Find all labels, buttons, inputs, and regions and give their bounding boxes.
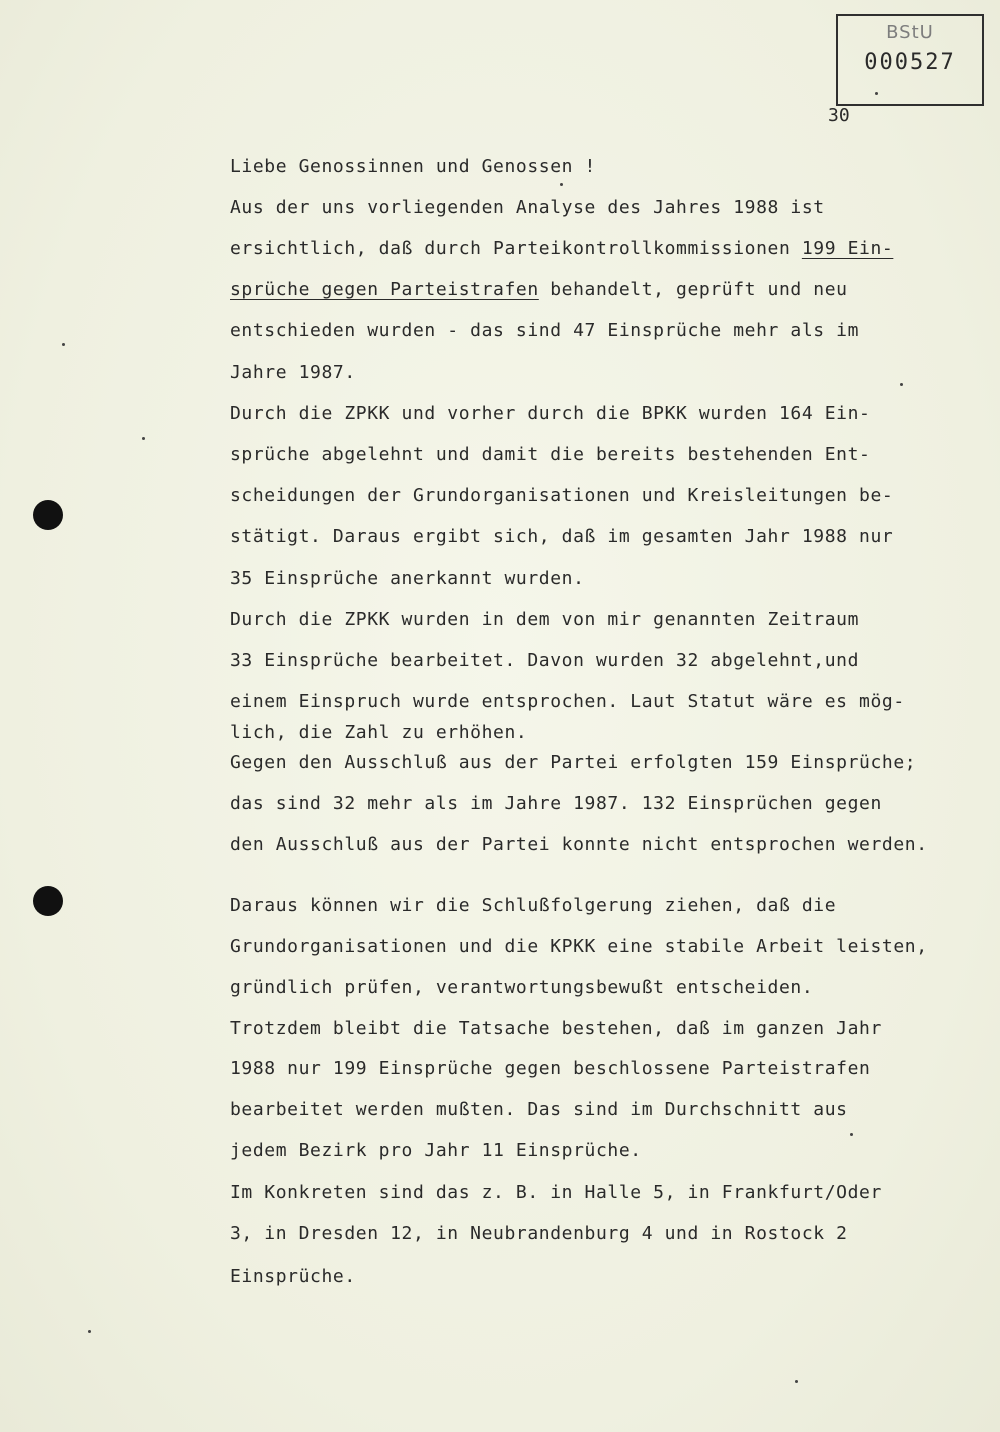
text-line: den Ausschluß aus der Partei konnte nicht entsprochen werden. [230, 834, 928, 855]
text-line: stätigt. Daraus ergibt sich, daß im gesamten Jahr 1988 nur [230, 526, 894, 547]
text-line: Aus der uns vorliegenden Analyse des Jahres 1988 ist [230, 197, 825, 218]
text-line: 35 Einsprüche anerkannt wurden. [230, 568, 585, 589]
text-line: entschieden wurden - das sind 47 Einsprüche mehr als im [230, 320, 860, 341]
text-segment: ersichtlich, daß durch Parteikontrollkommissionen [230, 238, 802, 259]
text-line: 3, in Dresden 12, in Neubrandenburg 4 und in Rostock 2 [230, 1223, 848, 1244]
speck [62, 343, 65, 346]
text-line: Gegen den Ausschluß aus der Partei erfolgten 159 Einsprüche; [230, 752, 917, 773]
punch-hole [33, 500, 63, 530]
underlined-text: 199 Ein- [801, 238, 894, 259]
underlined-text: sprüche gegen Parteistrafen [230, 279, 539, 300]
page-number: 30 [828, 105, 850, 126]
speck [850, 1133, 853, 1136]
text-line: gründlich prüfen, verantwortungsbewußt entscheiden. [230, 977, 814, 998]
text-line: 33 Einsprüche bearbeitet. Davon wurden 32 abgelehnt,und [230, 650, 860, 671]
text-line: lich, die Zahl zu erhöhen. [230, 722, 528, 743]
speck [795, 1380, 798, 1383]
text-line: sprüche abgelehnt und damit die bereits bestehenden Ent- [230, 444, 871, 465]
text-line: jedem Bezirk pro Jahr 11 Einsprüche. [230, 1140, 642, 1161]
text-line [230, 238, 893, 260]
speck [142, 437, 145, 440]
text-line: Einsprüche. [230, 1266, 356, 1287]
speck [560, 183, 563, 186]
speck [88, 1330, 91, 1333]
stamp-number: 000527 [864, 50, 956, 75]
text-line [230, 279, 848, 301]
text-line: scheidungen der Grundorganisationen und Kreisleitungen be- [230, 485, 894, 506]
text-line: einem Einspruch wurde entsprochen. Laut Statut wäre es mög- [230, 691, 905, 712]
text-line: das sind 32 mehr als im Jahre 1987. 132 Einsprüchen gegen [230, 793, 882, 814]
text-segment: behandelt, geprüft und neu [538, 279, 848, 300]
text-line: Daraus können wir die Schlußfolgerung ziehen, daß die [230, 895, 837, 916]
text-line: 1988 nur 199 Einsprüche gegen beschlossene Parteistrafen [230, 1058, 871, 1079]
text-line: bearbeitet werden mußten. Das sind im Durchschnitt aus [230, 1099, 848, 1120]
punch-hole [33, 886, 63, 916]
speck [900, 383, 903, 386]
text-line: Durch die ZPKK wurden in dem von mir genannten Zeitraum [230, 609, 860, 630]
text-line: Liebe Genossinnen und Genossen ! [230, 156, 596, 177]
stamp-label: BStU [886, 22, 934, 43]
text-line: Grundorganisationen und die KPKK eine stabile Arbeit leisten, [230, 936, 928, 957]
text-line: Im Konkreten sind das z. B. in Halle 5, in Frankfurt/Oder [230, 1182, 882, 1203]
text-line: Jahre 1987. [230, 362, 356, 383]
text-line: Durch die ZPKK und vorher durch die BPKK wurden 164 Ein- [230, 403, 871, 424]
archive-stamp [836, 14, 984, 106]
text-line: Trotzdem bleibt die Tatsache bestehen, daß im ganzen Jahr [230, 1018, 882, 1039]
speck [875, 92, 878, 95]
